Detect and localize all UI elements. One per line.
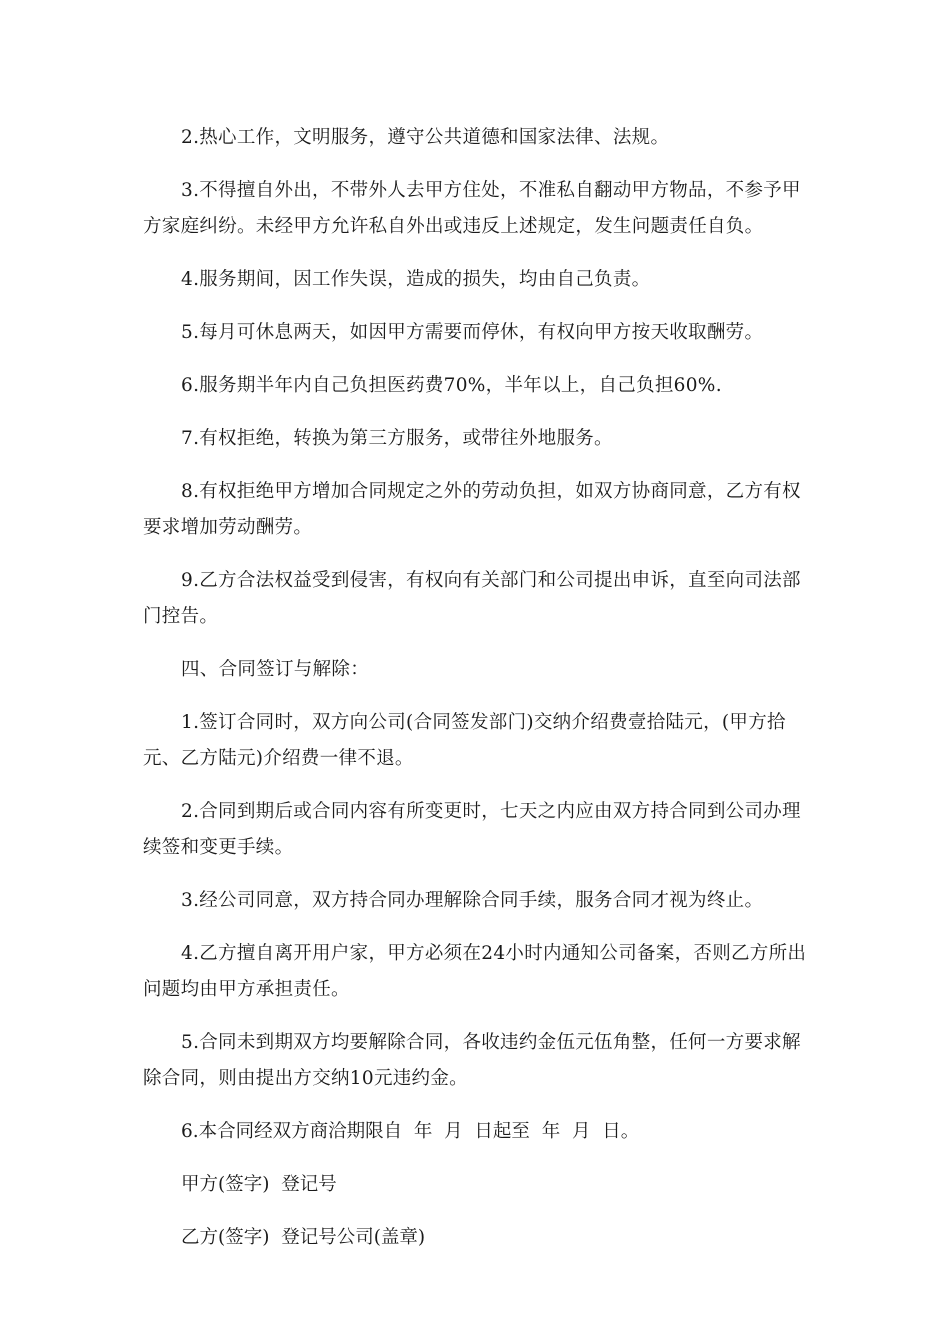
- signature-party-b: 乙方(签字) 登记号公司(盖章): [181, 1227, 426, 1248]
- section-clause-5: 5.合同未到期双方均要解除合同，各收违约金伍元伍角整，任何一方要求解除合同，则由提出方交纳10元违约金。: [143, 1032, 801, 1089]
- clause-9: 9.乙方合法权益受到侵害，有权向有关部门和公司提出申诉，直至向司法部门控告。: [143, 570, 801, 627]
- clause-2: 2.热心工作，文明服务，遵守公共道德和国家法律、法规。: [181, 127, 670, 148]
- clause-6: 6.服务期半年内自己负担医药费70%，半年以上，自己负担60%.: [181, 375, 722, 396]
- clause-5: 5.每月可休息两天，如因甲方需要而停休，有权向甲方按天收取酬劳。: [181, 322, 764, 343]
- section-clause-4: 4.乙方擅自离开用户家，甲方必须在24小时内通知公司备案，否则乙方所出问题均由甲方承担责任。: [143, 943, 807, 1000]
- clause-7: 7.有权拒绝，转换为第三方服务，或带往外地服务。: [181, 428, 613, 449]
- section-clause-3: 3.经公司同意，双方持合同办理解除合同手续，服务合同才视为终止。: [181, 890, 764, 911]
- section-clause-1: 1.签订合同时，双方向公司(合同签发部门)交纳介绍费壹拾陆元，(甲方拾元、乙方陆元)介绍费一律不退。: [143, 712, 786, 769]
- signature-party-a: 甲方(签字) 登记号: [181, 1174, 337, 1195]
- section-heading: 四、合同签订与解除：: [181, 659, 370, 680]
- section-clause-6: 6.本合同经双方商洽期限自 年 月 日起至 年 月 日。: [181, 1121, 640, 1142]
- clause-4: 4.服务期间，因工作失误，造成的损失，均由自己负责。: [181, 269, 651, 290]
- contract-body: [143, 120, 808, 1273]
- section-clause-2: 2.合同到期后或合同内容有所变更时，七天之内应由双方持合同到公司办理续签和变更手续。: [143, 801, 801, 858]
- clause-3: 3.不得擅自外出，不带外人去甲方住处，不准私自翻动甲方物品，不参予甲方家庭纠纷。未经甲方允许私自外出或违反上述规定，发生问题责任自负。: [143, 180, 801, 237]
- clause-8: 8.有权拒绝甲方增加合同规定之外的劳动负担，如双方协商同意，乙方有权要求增加劳动酬劳。: [143, 481, 801, 538]
